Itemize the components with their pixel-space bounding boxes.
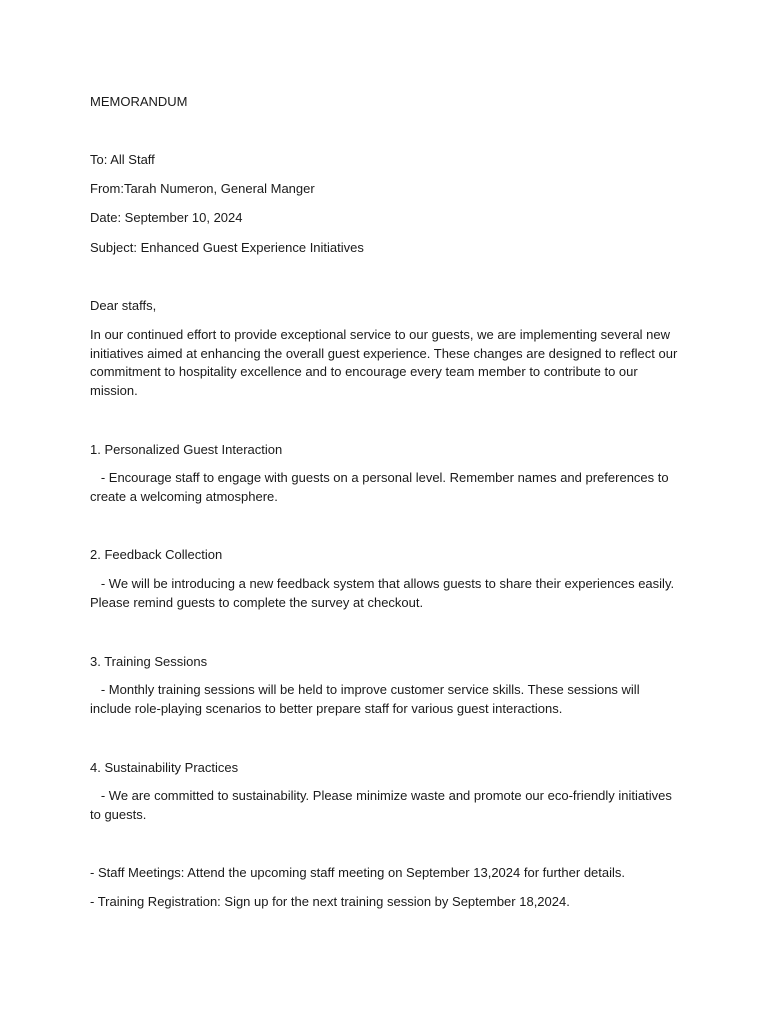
section-1-body: - Encourage staff to engage with guests on a personal level. Remember names and preferences to create a welcoming atmosphere.	[90, 470, 673, 504]
memo-to-line: To: All Staff	[90, 152, 155, 167]
section-2-title: 2. Feedback Collection	[90, 547, 223, 562]
section-4-title: 4. Sustainability Practices	[90, 760, 239, 775]
memo-from-line: From:Tarah Numeron, General Manger	[90, 181, 315, 196]
note-staff-meetings: - Staff Meetings: Attend the upcoming staff meeting on September 13,2024 for further details.	[90, 865, 626, 880]
section-1-title: 1. Personalized Guest Interaction	[90, 442, 283, 457]
memo-greeting: Dear staffs,	[90, 298, 157, 313]
section-4-body: - We are committed to sustainability. Please minimize waste and promote our eco-friendly initiatives to guests.	[90, 788, 676, 822]
note-training-registration: - Training Registration: Sign up for the next training session by September 18,2024.	[90, 894, 570, 909]
section-2-body: - We will be introducing a new feedback system that allows guests to share their experiences easily. Please remind guests to complete the survey at checkout.	[90, 576, 678, 610]
section-3-body: - Monthly training sessions will be held to improve customer service skills. These sessions will include role-playing scenarios to better prepare staff for various guest interactions.	[90, 682, 644, 716]
memo-intro-paragraph: In our continued effort to provide exceptional service to our guests, we are implementing several new initiatives aimed at enhancing the overall guest experience. These changes are designed to reflect our commitment to hospitality excellence and to encourage every team member to contribute to our mission.	[90, 327, 678, 398]
memo-heading: MEMORANDUM	[90, 94, 188, 109]
section-3-title: 3. Training Sessions	[90, 654, 208, 669]
memo-date-line: Date: September 10, 2024	[90, 210, 243, 225]
memo-subject-line: Subject: Enhanced Guest Experience Initiatives	[90, 240, 364, 255]
